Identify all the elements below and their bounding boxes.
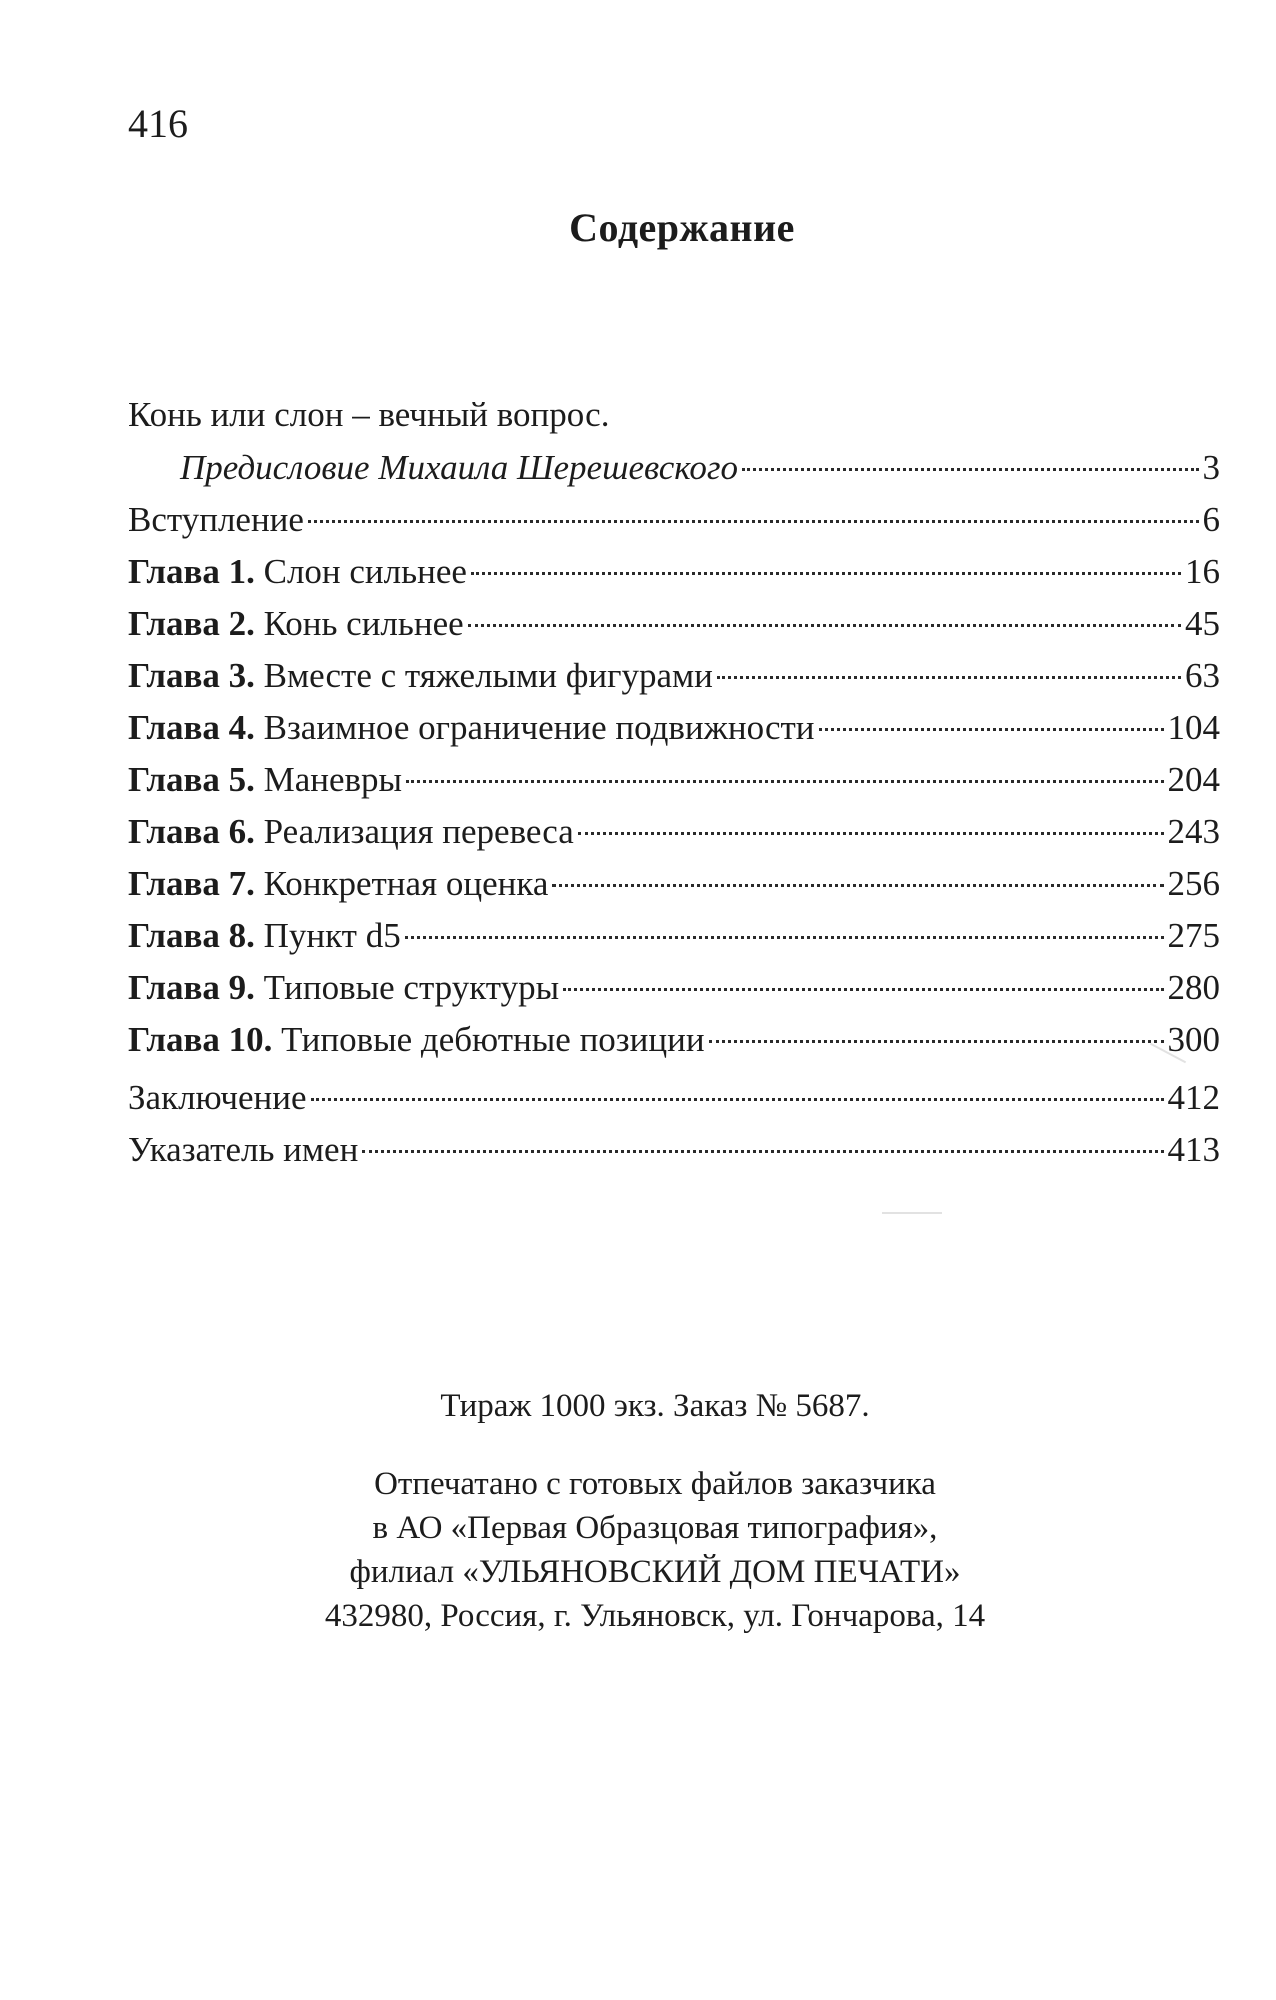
imprint-line: в АО «Первая Образцовая типография», [372,1510,938,1546]
toc-leader-dots [405,936,1164,939]
chapter-prefix: Глава 5. [128,760,255,799]
toc-entry-page: 275 [1167,916,1220,955]
toc-entry-foreword[interactable] [128,442,1220,494]
toc-leader-dots [468,624,1181,627]
toc-entry-introduction[interactable] [128,494,1220,546]
toc-entry-page: 280 [1167,968,1220,1007]
toc-entry-page: 3 [1202,448,1220,487]
toc-entry-chapter-5[interactable] [128,754,1220,806]
chapter-title: Реализация перевеса [263,812,574,851]
toc-entry-page: 243 [1167,812,1220,851]
toc-entry-chapter-9[interactable] [128,962,1220,1014]
toc-entry-label [128,546,467,598]
toc-entry-page: 300 [1167,1020,1220,1059]
toc-entry-page: 16 [1185,552,1220,591]
chapter-title: Маневры [263,760,403,799]
toc-entry-label [128,806,574,858]
chapter-title: Типовые дебютные позиции [281,1020,705,1059]
chapter-prefix: Глава 3. [128,656,255,695]
toc-entry-chapter-4[interactable] [128,702,1220,754]
toc-entry-label [128,598,464,650]
chapter-title: Типовые структуры [263,968,560,1007]
toc-leader-dots [709,1040,1164,1043]
toc-entry-foreword-title: Конь или слон – вечный вопрос. [128,395,610,434]
toc-leader-dots [717,676,1181,679]
toc-entry-label [128,1014,705,1066]
toc-entry-label [128,910,401,962]
imprint-line: филиал «УЛЬЯНОВСКИЙ ДОМ ПЕЧАТИ» [349,1554,961,1590]
toc-leader-dots [308,520,1199,523]
toc-entry-label [128,962,559,1014]
toc-entry-conclusion[interactable] [128,1072,1220,1124]
toc-entry-label: Указатель имен [128,1130,359,1169]
imprint-line: 432980, Россия, г. Ульяновск, ул. Гончарова, 14 [324,1598,986,1634]
toc-leader-dots [406,780,1163,783]
imprint-line: Отпечатано с готовых файлов заказчика [374,1466,936,1502]
toc-entry-page: 6 [1202,500,1220,539]
toc-entry-page: 204 [1167,760,1220,799]
chapter-title: Взаимное ограничение подвижности [263,708,815,747]
toc-leader-dots [552,884,1163,887]
toc-entry-label: Вступление [128,500,304,539]
toc-entry-chapter-2[interactable] [128,598,1220,650]
chapter-prefix: Глава 1. [128,552,255,591]
toc-entry-label: Предисловие Михаила Шерешевского [180,448,739,487]
toc-entry-page: 413 [1167,1130,1220,1169]
toc-entry-page: 104 [1167,708,1220,747]
chapter-prefix: Глава 8. [128,916,255,955]
toc-entry-name-index[interactable] [128,1124,1220,1176]
toc-entry-chapter-6[interactable] [128,806,1220,858]
table-of-contents [128,388,1220,1176]
toc-entry-label [128,650,713,702]
toc-leader-dots [471,572,1181,575]
toc-leader-dots [819,728,1164,731]
toc-leader-dots [362,1150,1163,1153]
chapter-title: Конкретная оценка [263,864,549,903]
toc-entry-label [128,702,815,754]
toc-entry-page: 256 [1167,864,1220,903]
toc-leader-dots [311,1098,1164,1101]
chapter-title: Вместе с тяжелыми фигурами [263,656,713,695]
chapter-prefix: Глава 2. [128,604,255,643]
toc-entry-label [128,858,548,910]
chapter-title: Слон сильнее [263,552,467,591]
printer-imprint [0,1462,1276,1638]
page-number: 416 [128,101,188,146]
print-run-info: Тираж 1000 экз. Заказ № 5687. [440,1388,870,1424]
toc-entry-label [128,754,402,806]
toc-entry-chapter-3[interactable] [128,650,1220,702]
toc-entry-chapter-8[interactable] [128,910,1220,962]
chapter-prefix: Глава 6. [128,812,255,851]
chapter-title: Пункт d5 [263,916,401,955]
toc-entry-page: 45 [1185,604,1220,643]
toc-leader-dots [563,988,1163,991]
toc-entry-label: Заключение [128,1078,307,1117]
scan-artifact [882,1212,942,1214]
chapter-prefix: Глава 7. [128,864,255,903]
chapter-prefix: Глава 10. [128,1020,273,1059]
toc-entry-page: 63 [1185,656,1220,695]
chapter-title: Конь сильнее [263,604,464,643]
toc-entry-page: 412 [1167,1078,1220,1117]
chapter-prefix: Глава 9. [128,968,255,1007]
page-title: Содержание [569,205,795,250]
toc-leader-dots [578,832,1164,835]
toc-leader-dots [742,468,1198,471]
toc-entry-chapter-1[interactable] [128,546,1220,598]
chapter-prefix: Глава 4. [128,708,255,747]
toc-entry-chapter-10[interactable] [128,1014,1220,1066]
toc-entry-chapter-7[interactable] [128,858,1220,910]
